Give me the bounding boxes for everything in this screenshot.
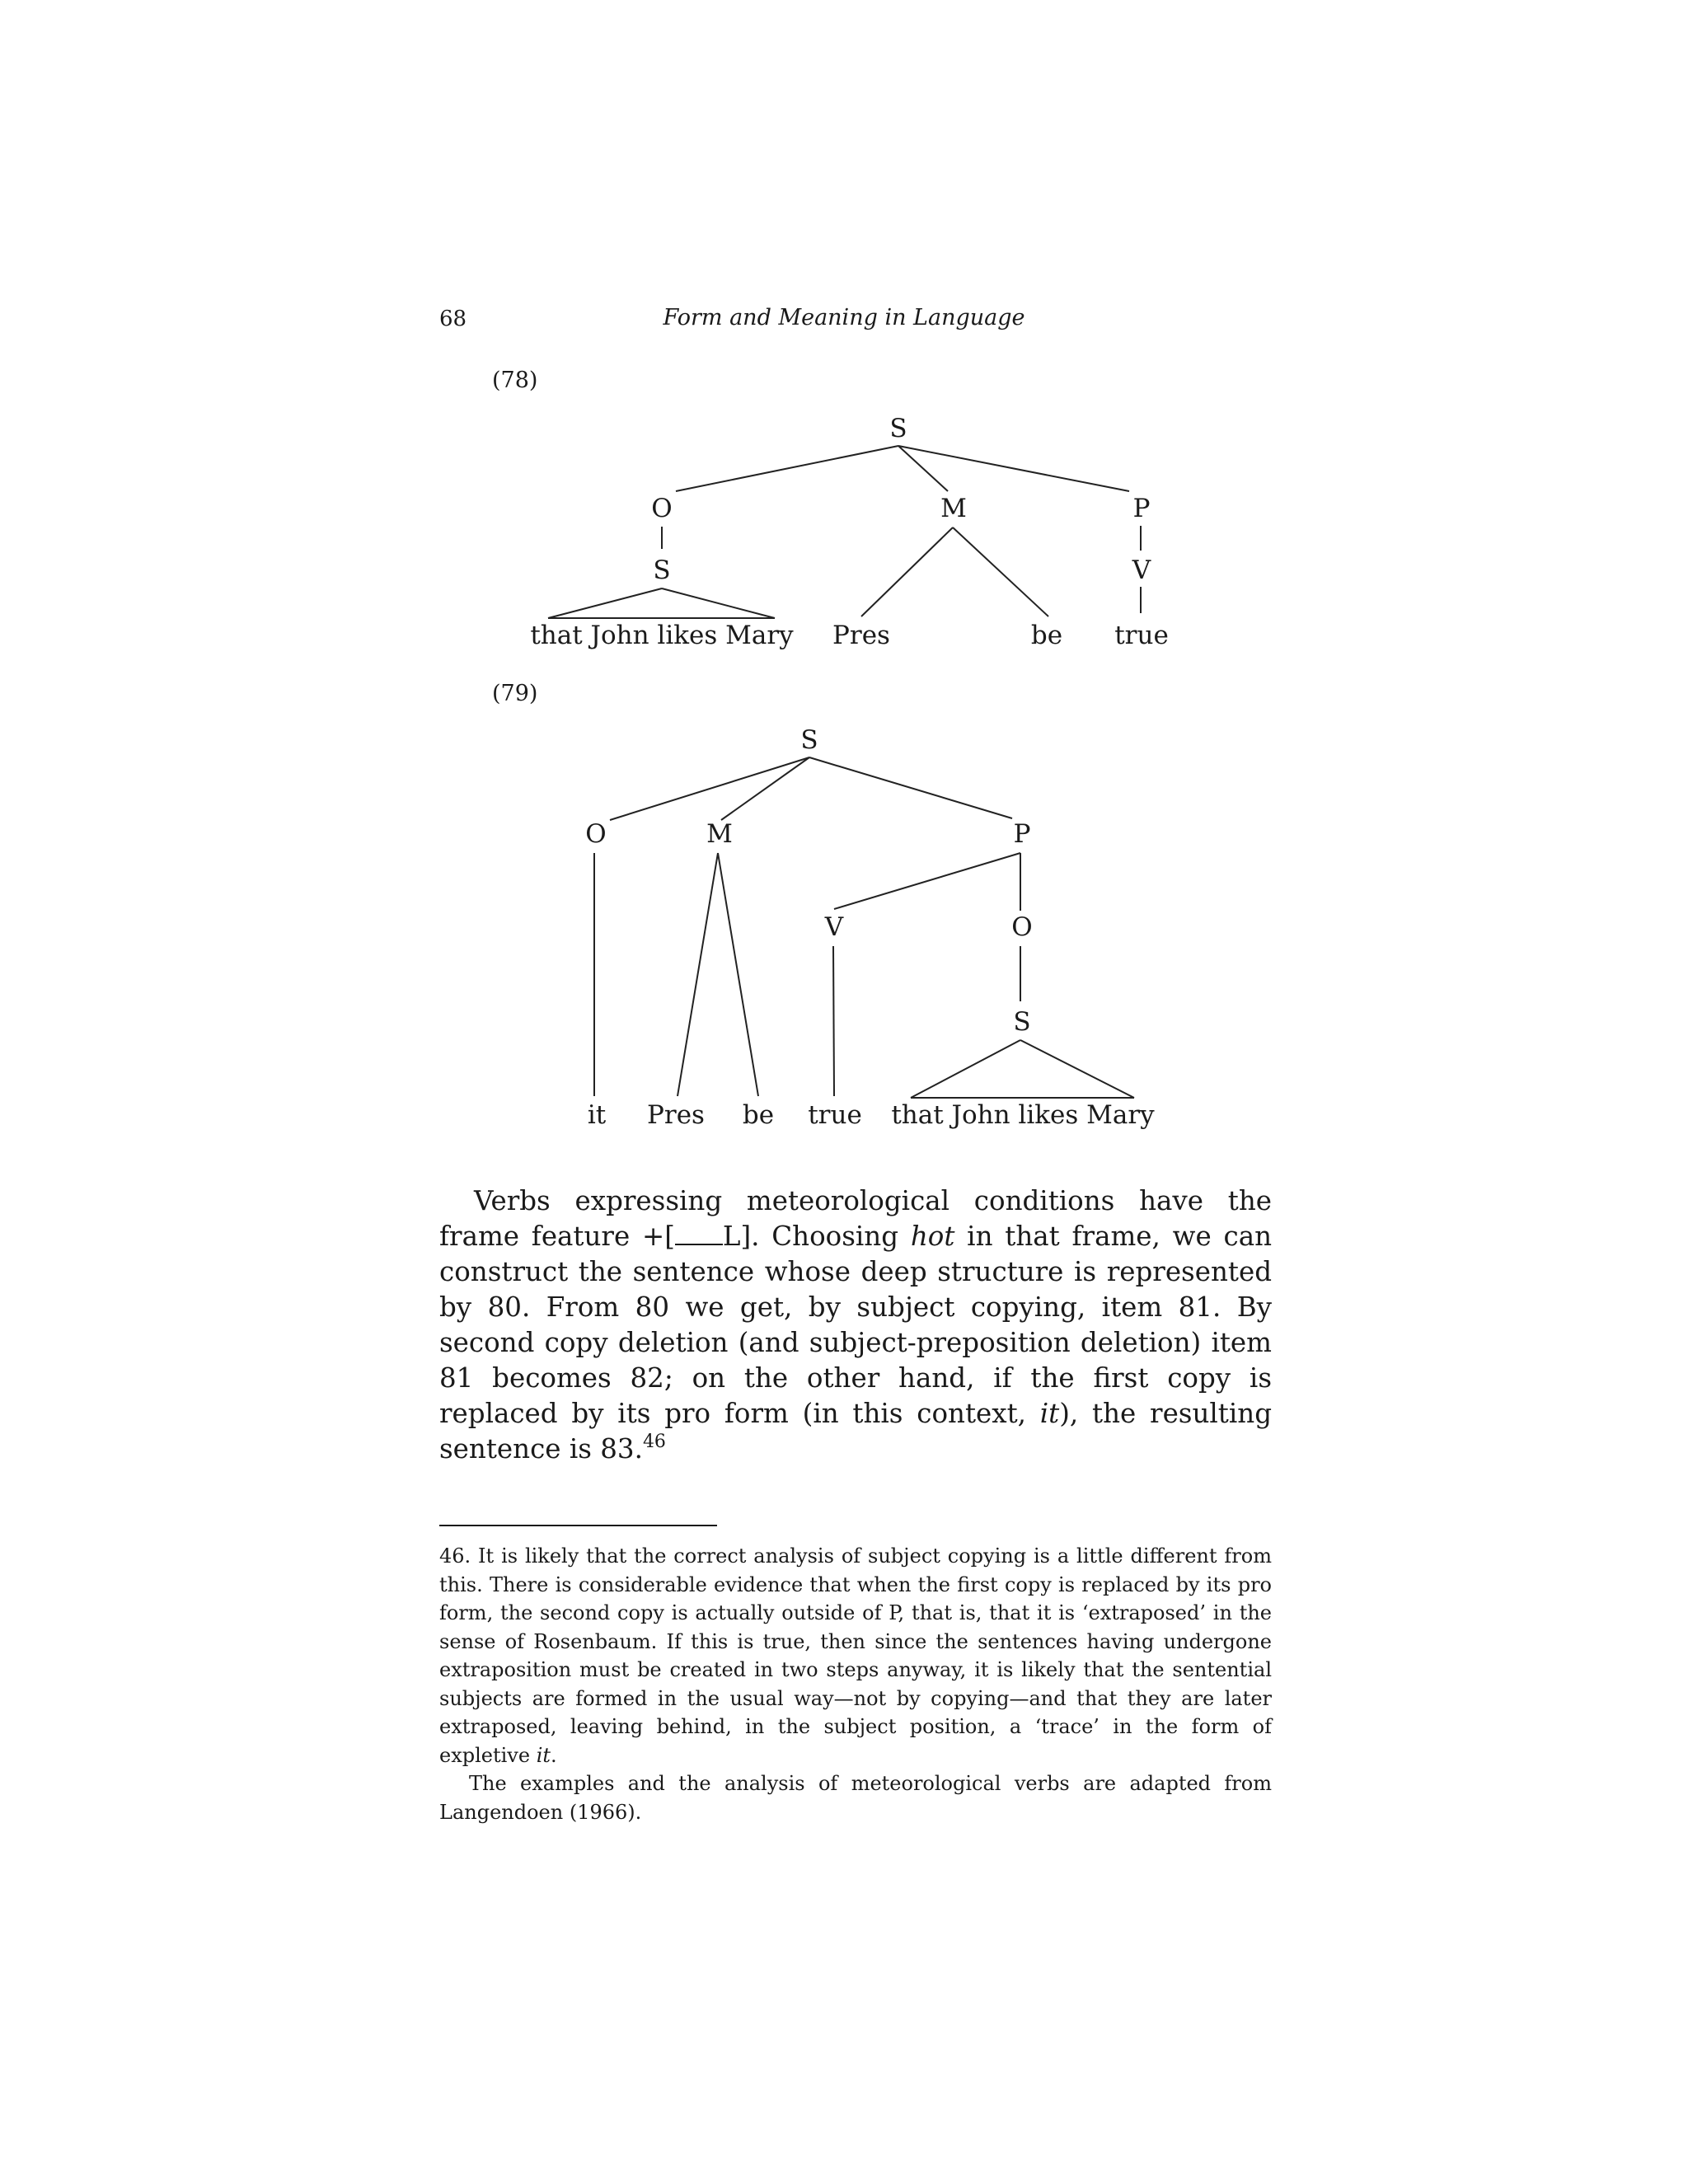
- text-run: L]. Choosing: [722, 1221, 911, 1252]
- tree-79: [585, 725, 1155, 1130]
- leaf-true: true: [1114, 621, 1169, 650]
- leaf-it: it: [587, 1100, 607, 1130]
- body-text: [439, 1183, 1272, 1467]
- italic-term: hot: [910, 1221, 955, 1252]
- text-run: ), the resulting sentence is 83.: [439, 1398, 1272, 1465]
- text-run: in that frame, we can construct the sentence whose deep structure is represented by 80. From 80 we get, by subject copying, item 81. By second copy deletion (and subject-preposition deletion) item 81 becomes 82; on the other hand, if the first copy is replaced by its pro form (in this context,: [439, 1221, 1273, 1429]
- edge-m-pres: [678, 853, 718, 1096]
- edge-s-m: [721, 757, 809, 820]
- example-78-label: (78): [492, 368, 538, 393]
- leaf-true: true: [808, 1100, 862, 1130]
- text-run: 46. It is likely that the correct analysis of subject copying is a little different from this. There is considerable evidence that when the first copy is replaced by its pro form, the second copy is actually outside of P, that is, that it is ‘extraposed’ in the sense of Rosenbaum. If this is true, then since the sentences having undergone extraposition must be created in two steps anyway, it is likely that the sentential subjects are formed in the usual way—not by copying—and that they are later extraposed, leaving behind, in the subject position, a ‘trace’ in the form of expletive: [439, 1544, 1272, 1767]
- leaf-pres: Pres: [647, 1100, 705, 1130]
- node-o-embedded: O: [1011, 912, 1033, 942]
- triangle-right: [662, 588, 775, 618]
- footnote-paragraph: The examples and the analysis of meteorological verbs are adapted from Langendoen (1966).: [439, 1772, 1272, 1824]
- footnote-paragraph: [439, 1542, 1272, 1769]
- leaf-clause: that John likes Mary: [530, 621, 794, 650]
- leaf-be: be: [1030, 621, 1063, 650]
- edge-s-o: [610, 757, 809, 820]
- frame-blank: [675, 1224, 723, 1245]
- edge-s-m: [898, 446, 948, 491]
- text-run: Verbs expressing meteorological conditions have the frame feature +[: [439, 1185, 1272, 1252]
- edge-p-v: [834, 853, 1020, 909]
- edge-s-o: [676, 446, 898, 491]
- node-v: V: [824, 912, 844, 942]
- node-p: P: [1013, 819, 1031, 849]
- edge-m-be: [953, 527, 1048, 616]
- node-s: S: [889, 414, 907, 443]
- leaf-be: be: [742, 1100, 775, 1130]
- edge-v-true: [833, 946, 834, 1096]
- node-p: P: [1132, 494, 1151, 523]
- text-run: .: [551, 1743, 557, 1767]
- footnote-reference[interactable]: 46: [642, 1432, 666, 1452]
- node-m: M: [940, 494, 967, 523]
- triangle-right: [1020, 1040, 1134, 1098]
- leaf-clause: that John likes Mary: [891, 1100, 1155, 1130]
- example-79-label: (79): [492, 681, 538, 706]
- node-s: S: [800, 725, 818, 755]
- footnote: [439, 1542, 1272, 1826]
- italic-term: it: [536, 1743, 551, 1767]
- node-v: V: [1132, 555, 1151, 585]
- body-paragraph: [439, 1183, 1272, 1467]
- running-title: Form and Meaning in Language: [663, 305, 1025, 330]
- edge-s-p: [898, 446, 1129, 491]
- node-s-embedded: S: [653, 555, 671, 585]
- triangle-left: [548, 588, 662, 618]
- footnote-rule: [439, 1525, 717, 1526]
- node-o: O: [651, 494, 673, 523]
- triangle-left: [911, 1040, 1020, 1098]
- edge-m-pres: [861, 527, 953, 616]
- leaf-pres: Pres: [832, 621, 890, 650]
- node-m: M: [706, 819, 733, 849]
- italic-term: it: [1039, 1398, 1060, 1429]
- edge-m-be: [718, 853, 758, 1096]
- node-s-embedded: S: [1013, 1007, 1031, 1037]
- node-o: O: [585, 819, 607, 849]
- page-number: 68: [439, 307, 467, 331]
- edge-s-p: [809, 757, 1012, 818]
- tree-78: [530, 414, 1168, 650]
